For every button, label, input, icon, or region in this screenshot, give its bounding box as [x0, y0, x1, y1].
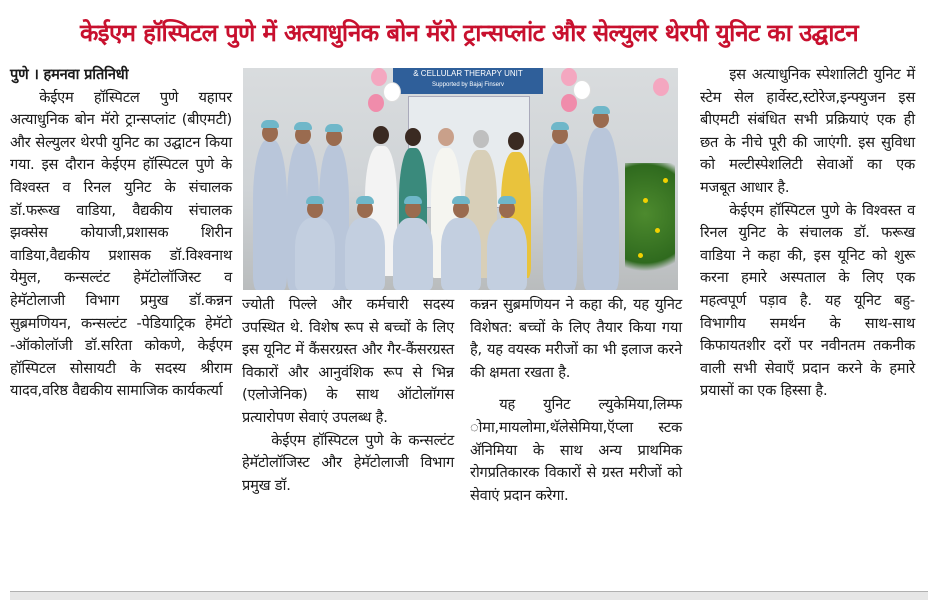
column1-paragraph-1: केईएम हॉस्पिटल पुणे यहापर अत्याधुनिक बोन मॅरो ट्रान्सप्लांट (बीएमटी) और सेल्युलर थेरपी युनिट का उद्घाटन किया गया. इस दौरान केईएम हॉस्पिटल पुणे के विश्वस्त व रिनल युनिट के संचालक डॉ.फरूख वाडिया, वैद्यकीय संचालक झक्सेस कोयाजी,प्रशासक शिरीन वाडिया,वैद्यकीय प्रशासक डॉ.विश्वनाथ येमुल, कन्सल्टंट हेमॅटोलॉजिस्ट व हेमॅटोलाजी विभाग प्रमुख डॉ.कन्नन सुब्रमणियन, कन्सल्टंट -पेडियाट्रिक हेमॅटो -ऑकोलॉजी डॉ.सरिता कोकणे, केईएम हॉस्पिटल सोसायटी के सदस्य श्रीराम यादव,वरिष्ठ वैद्यकीय सामाजिक कार्यकर्त्या — [10, 88, 232, 400]
column2-paragraph-1: ज्योती पिल्ले और कर्मचारी सदस्य उपस्थित थे. विशेष रूप से बच्चों के लिए इस यूनिट में कैंसरग्रस्त और गैर-कैंसरग्रस्त विकारों और आनुवंशिक रूप से भिन्न (एलोजेनिक) के साथ ऑटोलॉगस प्रत्यारोपण सेवाएं उपलब्ध है. — [242, 296, 454, 426]
guest-head — [438, 128, 454, 146]
staff-cap — [404, 196, 422, 204]
bottom-divider — [10, 591, 928, 600]
staff-seated — [345, 218, 385, 290]
guest-head — [473, 130, 489, 148]
guest-head — [508, 132, 524, 150]
unit-banner — [393, 68, 543, 94]
balloon — [653, 78, 669, 96]
article-column-2 — [242, 294, 454, 497]
flower — [638, 253, 643, 258]
guest-head — [405, 128, 421, 146]
staff-seated — [393, 218, 433, 290]
staff-cap — [294, 122, 312, 130]
article-column-1 — [10, 64, 232, 403]
staff-cap — [306, 196, 324, 204]
paragraph-spacer — [470, 384, 682, 394]
staff-cap — [452, 196, 470, 204]
staff-seated — [487, 218, 527, 290]
banner-title: & CELLULAR THERAPY UNIT — [413, 69, 523, 78]
staff-cap — [592, 106, 610, 114]
staff-cap — [261, 120, 279, 128]
article-column-3 — [470, 294, 682, 507]
balloon — [561, 94, 577, 112]
flower — [643, 198, 648, 203]
balloon — [573, 80, 591, 100]
flower — [663, 178, 668, 183]
column3-paragraph-1: कन्नन सुब्रमणियन ने कहा की, यह युनिट विशेषत: बच्चों के लिए तैयार किया गया है, यह वयस्क मरीजों का भी इलाज करने की क्षमता रखता है. — [470, 296, 682, 381]
staff-member — [583, 128, 619, 290]
staff-cap — [356, 196, 374, 204]
article-column-4 — [700, 64, 915, 403]
column4-paragraph-2: केईएम हॉस्पिटल पुणे के विश्वस्त व रिनल युनिट के संचालक डॉ. फरूख वाडिया ने कहा की, इस यूनिट को शुरू करना हमारे अस्पताल के लिए एक महत्वपूर्ण पड़ाव है. यह यूनिट बहु-विभागीय समर्थन के साथ-साथ किफायतशीर दरों पर नवीनतम तकनीक वाली सभी सेवाएँ प्रदान करने के हमारे प्रयासों का एक हिस्सा है. — [700, 201, 915, 400]
staff-cap — [551, 122, 569, 130]
guest-head — [373, 126, 389, 144]
column3-paragraph-2: यह युनिट ल्युकेमिया,लिम्फ ोमा,मायलोमा,थॅलेसेमिया,ऍप्ला स्टक ॲनिमिया के साथ अन्य प्राथमिक रोगप्रतिकारक विकारों से ग्रस्त मरीजों को सेवाएं प्रदान करेगा. — [470, 396, 682, 504]
balloon — [383, 82, 401, 102]
balloon — [368, 94, 384, 112]
staff-cap — [325, 124, 343, 132]
column2-paragraph-2: केईएम हॉस्पिटल पुणे के कन्सल्टंट हेमॅटोलॉजिस्ट और हेमॅटोलाजी विभाग प्रमुख डॉ. — [242, 431, 454, 494]
staff-cap — [498, 196, 516, 204]
flower — [655, 228, 660, 233]
staff-seated — [441, 218, 481, 290]
event-photo — [243, 68, 678, 290]
staff-seated — [295, 218, 335, 290]
balloon — [371, 68, 387, 86]
column4-paragraph-1: इस अत्याधुनिक स्पेशालिटी युनिट में स्टेम सेल हार्वेस्ट,स्टोरेज,इन्फ्युजन इस बीएमटी संबंधित सभी प्रक्रियाएं एक ही छत के नीचे पूरी की जाएंगी. इस सुविधा को मल्टीस्पेशलिटी सेवाओं का एक मजबूत आधार है. — [700, 66, 915, 196]
plant — [625, 163, 675, 290]
headline: केईएम हॉस्पिटल पुणे में अत्याधुनिक बोन मॅरो ट्रान्सप्लांट और सेल्युलर थेरपी युनिट का उद्घाटन — [79, 19, 859, 47]
banner-sponsor: Supported by Bajaj Finserv — [431, 82, 505, 88]
staff-member — [253, 140, 287, 290]
byline: पुणे । हमनवा प्रतिनिधी — [10, 66, 129, 83]
staff-member — [543, 142, 577, 290]
